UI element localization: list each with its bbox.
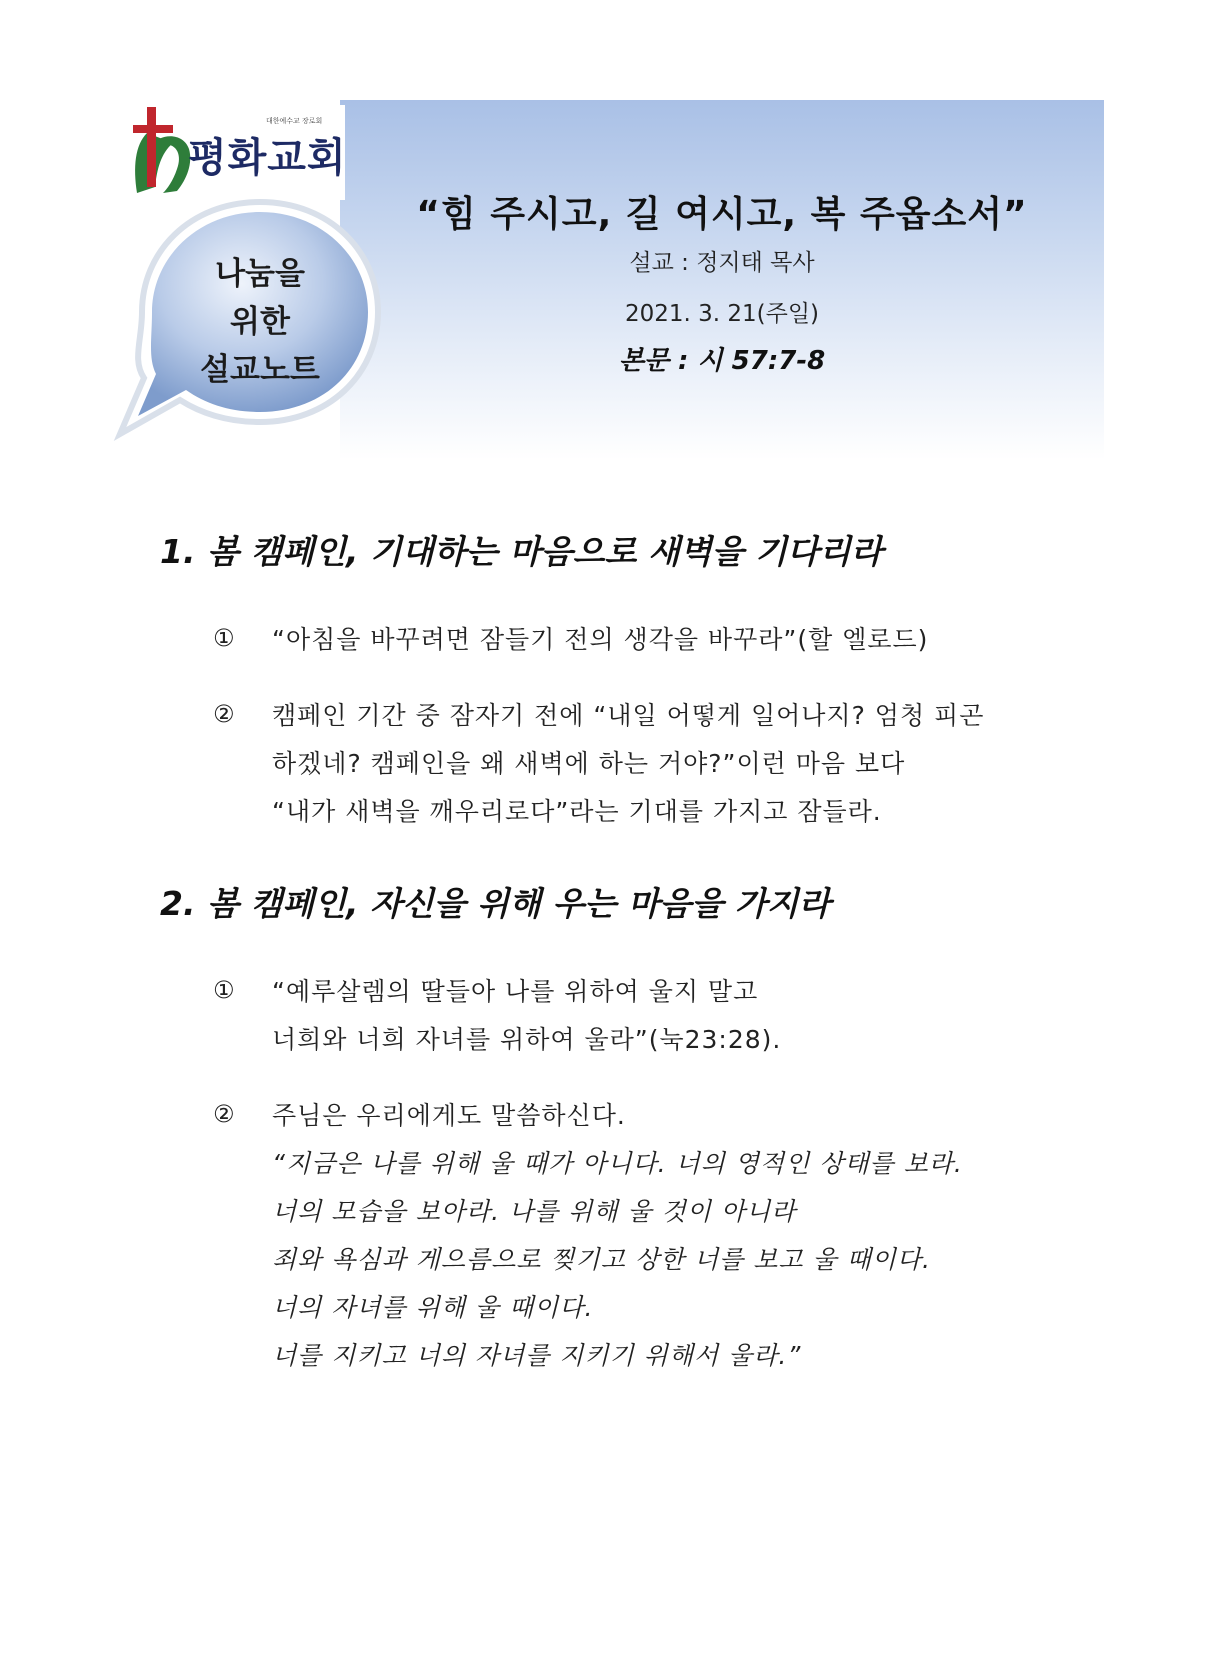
item-number: ① [213,976,235,1004]
quote-line: 너의 모습을 보아라. 나를 위해 울 것이 아니라 [272,1197,797,1226]
sermon-note-badge [150,250,370,394]
item-line: “예루살렘의 딸들아 나를 위하여 울지 말고 [272,977,759,1006]
item-line: 주님은 우리에게도 말씀하신다. [272,1101,626,1130]
item-number: ② [213,700,235,728]
item-number: ① [213,624,235,652]
item-line: 하겠네? 캠페인을 왜 새벽에 하는 거야?”이런 마음 보다 [272,749,906,778]
logo-subtitle: 대한예수교 장로회 [266,117,323,125]
item-number: ② [213,1100,235,1128]
sermon-date: 2021. 3. 21(주일) [624,301,820,327]
scripture-passage: 본문 : 시 57:7-8 [618,346,826,376]
item-line: “아침을 바꾸려면 잠들기 전의 생각을 바꾸라”(할 엘로드) [272,625,929,654]
badge-line: 위한 [230,304,290,340]
header-background [340,100,1104,460]
badge-line: 나눔을 [215,256,305,292]
quote-line: 너를 지키고 너의 자녀를 지키기 위해서 울라.” [272,1341,802,1370]
quote-line: 너의 자녀를 위해 울 때이다. [272,1293,594,1322]
badge-line: 설교노트 [200,352,320,388]
preacher: 설교 : 정지태 목사 [629,250,815,276]
item-line: 캠페인 기간 중 잠자기 전에 “내일 어떻게 일어나지? 엄청 피곤 [272,701,985,730]
quote-line: “지금은 나를 위해 울 때가 아니다. 너의 영적인 상태를 보라. [272,1149,963,1178]
section-heading-1: 1. 봄 캠페인, 기대하는 마음으로 새벽을 기다리라 [160,532,883,571]
sermon-title: “힘 주시고, 길 여시고, 복 주옵소서” [416,194,1028,235]
item-line: “내가 새벽을 깨우리로다”라는 기대를 가지고 잠들라. [272,797,882,826]
section-heading-2: 2. 봄 캠페인, 자신을 위해 우는 마음을 가지라 [160,884,831,923]
logo-name: 평화교회 [188,135,347,181]
item-line: 너희와 너희 자녀를 위하여 울라”(눅23:28). [272,1025,782,1054]
quote-line: 죄와 욕심과 게으름으로 찢기고 상한 너를 보고 울 때이다. [272,1245,931,1274]
